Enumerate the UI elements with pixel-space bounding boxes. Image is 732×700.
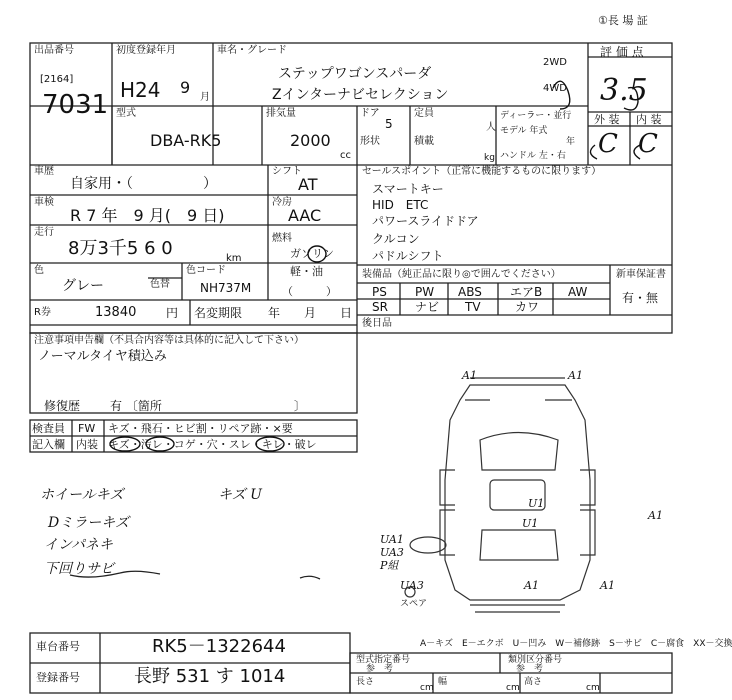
damage-legend: A－キズ E－エクボ U－凹み W－補修跡 S－サビ C－腐食 XX－交換 [420, 639, 732, 649]
exterior-label: 外 装 [594, 113, 620, 126]
repair-label: 修復歴 [44, 399, 81, 413]
name-change-label: 名変期限 [194, 306, 243, 320]
equip-leather: カワ [515, 300, 540, 314]
diagram-mark-7: UA3 [380, 546, 404, 559]
color-value: グレー [62, 278, 104, 294]
load-unit: kg [484, 153, 495, 163]
width-unit: cm [506, 683, 520, 693]
length-label: 長さ [356, 677, 375, 687]
ac-value: AAC [288, 206, 322, 225]
inspection-value: R 7 年 9 月( 9 日) [70, 206, 225, 225]
inspection-label: 車検 [34, 197, 54, 208]
plate-label: 登録番号 [36, 671, 80, 684]
equip-abs: ABS [458, 285, 482, 299]
era-year: H24 [120, 78, 161, 102]
drive-2wd: 2WD [543, 57, 567, 68]
ref-label-1: 参 考 [366, 664, 394, 674]
score-value: 3.5 [600, 73, 648, 108]
sales-title: セールスポイント（正常に機能するものに限ります） [362, 166, 602, 177]
interior-label: 内 装 [636, 113, 662, 126]
height-unit: cm [586, 683, 600, 693]
inspector-label: 検査員 [32, 422, 65, 435]
entry-label: 記入欄 [32, 438, 65, 451]
sales-point-1: スマートキー [372, 182, 444, 196]
class-label: 類別区分番号 [508, 655, 563, 665]
displacement-label: 排気量 [266, 108, 296, 119]
length-unit: cm [420, 683, 434, 693]
sales-point-3: パワースライドドア [372, 214, 479, 228]
displacement-value: 2000 [290, 131, 331, 150]
reg-month: 9 [180, 78, 191, 97]
month-unit: 月 [200, 92, 210, 103]
drive-4wd: 4WD [543, 83, 567, 94]
model-year-label: モデル 年式 [500, 126, 548, 136]
notes-text: ノーマルタイヤ積込み [38, 349, 167, 364]
hand-note-1: ホイールキズ [40, 487, 124, 503]
diagram-mark-3: U1 [528, 497, 545, 510]
equip-sr: SR [372, 300, 388, 314]
equip-pw: PW [415, 285, 435, 299]
type-cert-label: 型式指定番号 [356, 655, 411, 665]
top-right-label: ①長 場 証 [598, 14, 648, 27]
type-label: 型式 [116, 108, 136, 119]
displacement-unit: cc [340, 150, 351, 161]
diagram-mark-5: U1 [522, 517, 539, 530]
chassis-label: 車台番号 [36, 640, 80, 653]
year-unit: 年 [566, 137, 576, 147]
rear-seat-label: 後日品 [362, 318, 392, 329]
color-code-label: 色コード [186, 265, 226, 276]
notes-label: 注意事項申告欄（不具合内容等は具体的に記入して下さい） [34, 335, 304, 346]
doors-label: ドア [360, 108, 380, 119]
load-label: 積載 [414, 136, 434, 147]
color-label: 色 [34, 265, 44, 276]
interior-item-label: 内装 [76, 438, 98, 451]
capacity-unit: 人 [486, 122, 496, 133]
diagram-mark-11: A1 [600, 579, 615, 592]
score-label: 評 価 点 [600, 45, 644, 59]
interior-grade: C [638, 129, 658, 159]
diagram-mark-1: A1 [462, 369, 477, 382]
equipment-title: 装備品（純正品に限り◎で囲んでください） [362, 269, 561, 280]
fuel-label: 燃料 [272, 233, 292, 244]
grade-name: Zインターナビセレクション [272, 87, 449, 103]
sales-point-5: パドルシフト [372, 249, 444, 263]
sales-point-2: HID ETC [372, 198, 429, 212]
mileage-value: 8万3千5 6 0 [68, 238, 173, 259]
equip-tv: TV [465, 300, 481, 314]
hand-note-3: Dミラーキズ [48, 515, 129, 531]
warranty-value: 有・無 [622, 291, 659, 305]
recycle-label: R券 [34, 307, 51, 318]
recycle-unit: 円 [166, 306, 179, 320]
dealer-label: ディーラー・並行 [500, 111, 572, 121]
ac-label: 冷房 [272, 197, 292, 208]
model-name: ステップワゴンスパーダ [278, 66, 432, 82]
width-label: 幅 [438, 677, 448, 687]
diagram-spare: スペア [400, 599, 428, 609]
capacity-label: 定員 [414, 108, 434, 119]
model-label: 車名・グレード [217, 45, 287, 56]
interior-items: キズ・汚レ・コゲ・穴・スレ・キレ・破レ [108, 438, 317, 451]
name-change-value: 年 月 日 [268, 306, 353, 320]
equip-navi: ナビ [415, 300, 440, 314]
fuel-alt: 軽・油 [290, 265, 323, 278]
lot-label: 出品番号 [34, 45, 74, 56]
shift-value: AT [298, 175, 318, 194]
doors-value: 5 [385, 117, 393, 131]
vehicle-diagram [405, 378, 595, 612]
shift-label: シフト [272, 166, 302, 177]
fw-label: FW [78, 422, 96, 435]
ref-label-2: 参 考 [516, 664, 544, 674]
diagram-mark-2: A1 [568, 369, 583, 382]
mileage-label: 走行 [34, 227, 54, 238]
equip-aw: AW [568, 285, 588, 299]
height-label: 高さ [524, 677, 543, 687]
history-value: 自家用・（ ） [70, 176, 217, 192]
fw-items: キズ・飛石・ヒビ割・リペア跡・×要 [108, 422, 293, 435]
equip-ps: PS [372, 285, 387, 299]
diagram-mark-6: UA1 [380, 533, 404, 546]
diagram-mark-10: A1 [524, 579, 539, 592]
type-value: DBA-RK5 [150, 131, 222, 150]
fuel-value: ガソリン [290, 247, 334, 260]
plate-value: 長野 531 す 1014 [134, 666, 286, 687]
repair-value: 有 〔箇所 〕 [110, 399, 306, 413]
warranty-label: 新車保証書 [616, 269, 666, 280]
color-no-label: 色替 [150, 279, 170, 290]
hand-note-2: キズ U [218, 487, 262, 503]
exterior-grade: C [598, 129, 618, 159]
shape-label: 形状 [360, 136, 380, 147]
lot-number: 7031 [42, 90, 109, 120]
handle-label: ハンドル 左・右 [500, 151, 566, 161]
hand-note-4: インパネキ [44, 537, 114, 553]
chassis-value: RK5－1322644 [152, 636, 286, 657]
diagram-mark-8: P組 [380, 559, 399, 572]
equip-airbag: エアB [510, 285, 543, 299]
sales-point-4: クルコン [372, 232, 420, 246]
color-code-value: NH737M [200, 281, 252, 295]
history-label: 車歴 [34, 166, 54, 177]
first-reg-label: 初度登録年月 [116, 45, 176, 56]
hand-note-5: 下回りサビ [44, 561, 114, 577]
recycle-value: 13840 [95, 305, 137, 320]
diagram-mark-9: UA3 [400, 579, 424, 592]
mileage-unit: km [226, 253, 242, 264]
lot-code: [2164] [40, 74, 74, 85]
diagram-mark-4: A1 [648, 509, 663, 522]
fuel-other: （ ） [282, 285, 337, 298]
